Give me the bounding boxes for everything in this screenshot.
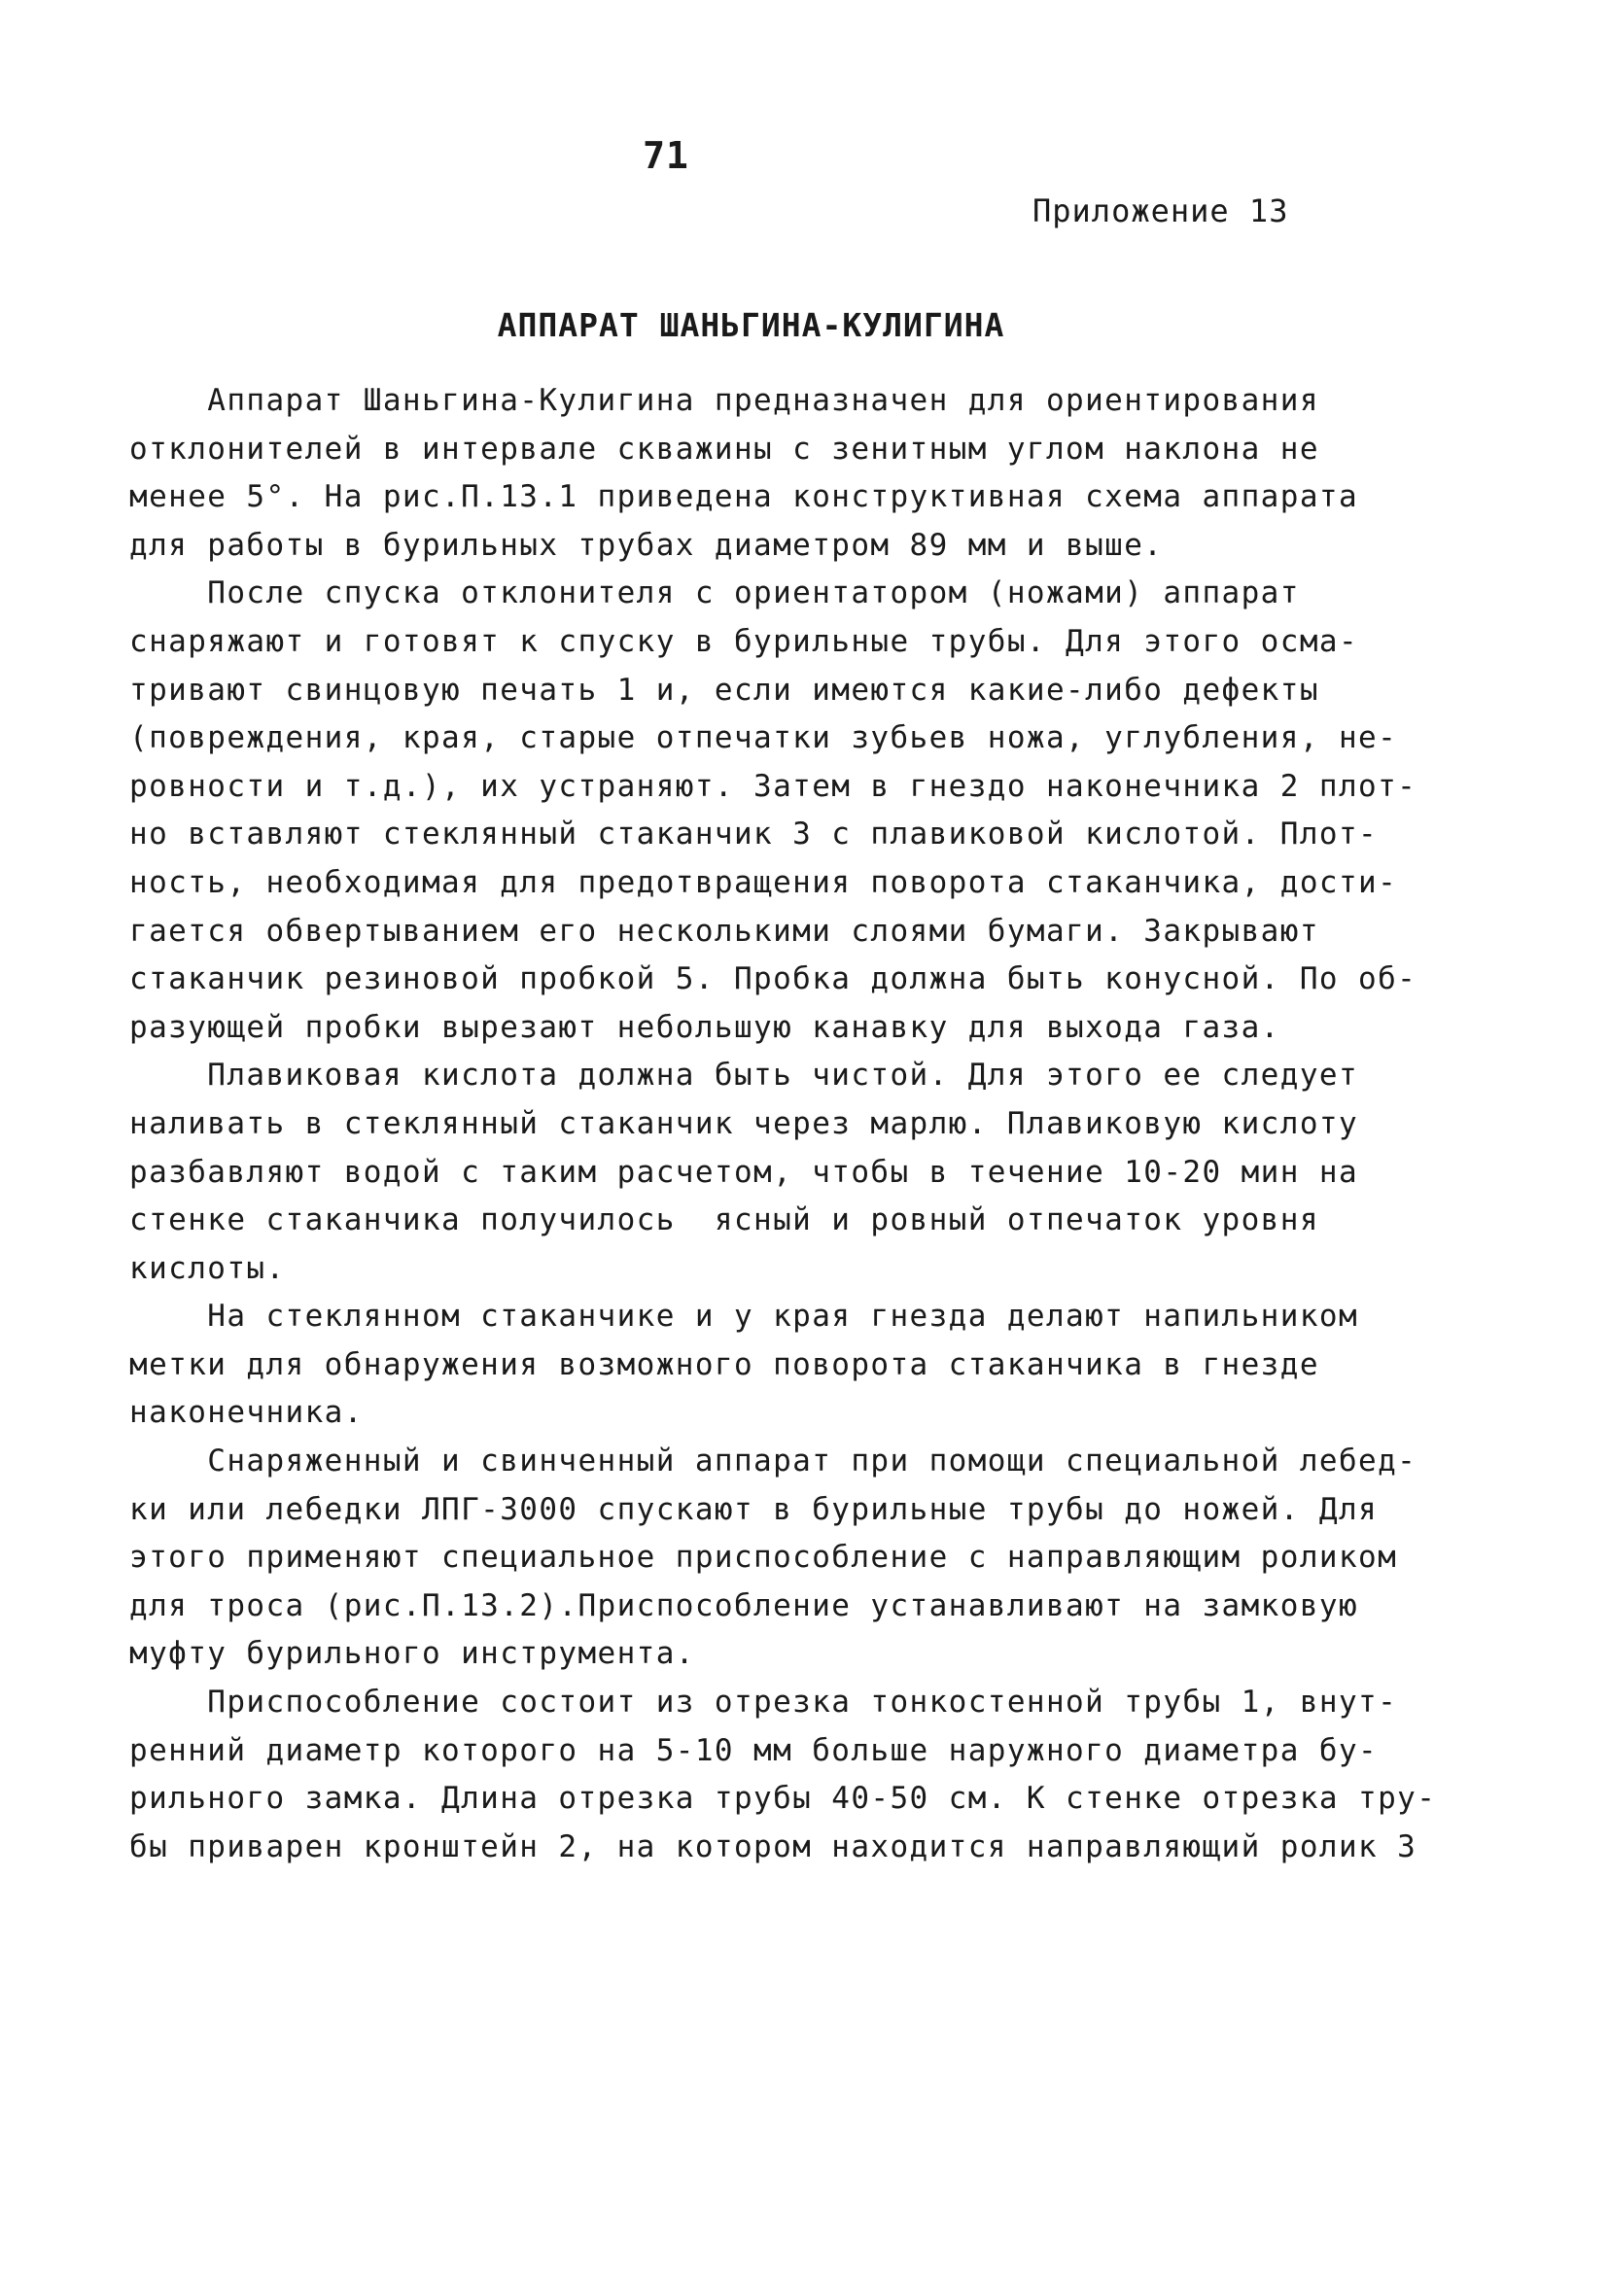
text-line: рильного замка. Длина отрезка трубы 40-50 см. К стенке отрезка тру- xyxy=(129,1781,1437,1817)
appendix-label: Приложение 13 xyxy=(1032,192,1289,229)
text-line: наливать в стеклянный стаканчик через марлю. Плавиковую кислоту xyxy=(129,1105,1359,1141)
text-line: муфту бурильного инструмента. xyxy=(129,1636,695,1672)
text-line: разбавляют водой с таким расчетом, чтобы в течение 10-20 мин на xyxy=(129,1154,1359,1190)
text-line: метки для обнаружения возможного поворота стаканчика в гнезде xyxy=(129,1346,1319,1382)
text-line: (повреждения, края, старые отпечатки зубьев ножа, углубления, не- xyxy=(129,720,1398,756)
text-line: снаряжают и готовят к спуску в бурильные трубы. Для этого осма- xyxy=(129,623,1359,659)
text-line: для работы в бурильных трубах диаметром 89 мм и выше. xyxy=(129,527,1164,563)
text-line: гается обвертыванием его несколькими слоями бумаги. Закрывают xyxy=(129,913,1319,949)
text-line: ки или лебедки ЛПГ-3000 спускают в бурильные трубы до ножей. Для xyxy=(129,1491,1379,1527)
text-line: ровности и т.д.), их устраняют. Затем в гнездо наконечника 2 плот- xyxy=(129,768,1417,804)
text-line: Приспособление состоит из отрезка тонкостенной трубы 1, внут- xyxy=(129,1685,1398,1721)
text-line: ренний диаметр которого на 5-10 мм больше наружного диаметра бу- xyxy=(129,1732,1379,1768)
text-line: Аппарат Шаньгина-Кулигина предназначен для ориентирования xyxy=(129,383,1319,418)
text-line: наконечника. xyxy=(129,1395,364,1431)
text-line: На стеклянном стаканчике и у края гнезда делают напильником xyxy=(129,1299,1359,1335)
text-line: Плавиковая кислота должна быть чистой. Для этого ее следует xyxy=(129,1058,1359,1094)
text-line: менее 5°. На рис.П.13.1 приведена конструктивная схема аппарата xyxy=(129,479,1359,515)
document-title: АППАРАТ ШАНЬГИНА-КУЛИГИНА xyxy=(497,306,1005,344)
body-text xyxy=(129,377,1490,1871)
text-line: кислоты. xyxy=(129,1250,286,1286)
text-line: для троса (рис.П.13.2).Приспособление устанавливают на замковую xyxy=(129,1587,1359,1623)
text-line: этого применяют специальное приспособление с направляющим роликом xyxy=(129,1540,1398,1576)
text-line: разующей пробки вырезают небольшую канавку для выхода газа. xyxy=(129,1009,1280,1045)
text-line: тривают свинцовую печать 1 и, если имеются какие-либо дефекты xyxy=(129,672,1319,708)
text-line: отклонителей в интервале скважины с зенитным углом наклона не xyxy=(129,431,1319,467)
text-line: ность, необходимая для предотвращения поворота стаканчика, дости- xyxy=(129,864,1398,900)
page-number: 71 xyxy=(643,134,689,177)
text-line: но вставляют стеклянный стаканчик 3 с плавиковой кислотой. Плот- xyxy=(129,817,1379,852)
text-line: стенке стаканчика получилось ясный и ровный отпечаток уровня xyxy=(129,1202,1319,1238)
text-line: Снаряженный и свинченный аппарат при помощи специальной лебед- xyxy=(129,1444,1417,1479)
text-line: бы приварен кронштейн 2, на котором находится направляющий ролик 3 xyxy=(129,1828,1417,1864)
text-line: После спуска отклонителя с ориентатором (ножами) аппарат xyxy=(129,575,1300,611)
text-line: стаканчик резиновой пробкой 5. Пробка должна быть конусной. По об- xyxy=(129,961,1417,997)
